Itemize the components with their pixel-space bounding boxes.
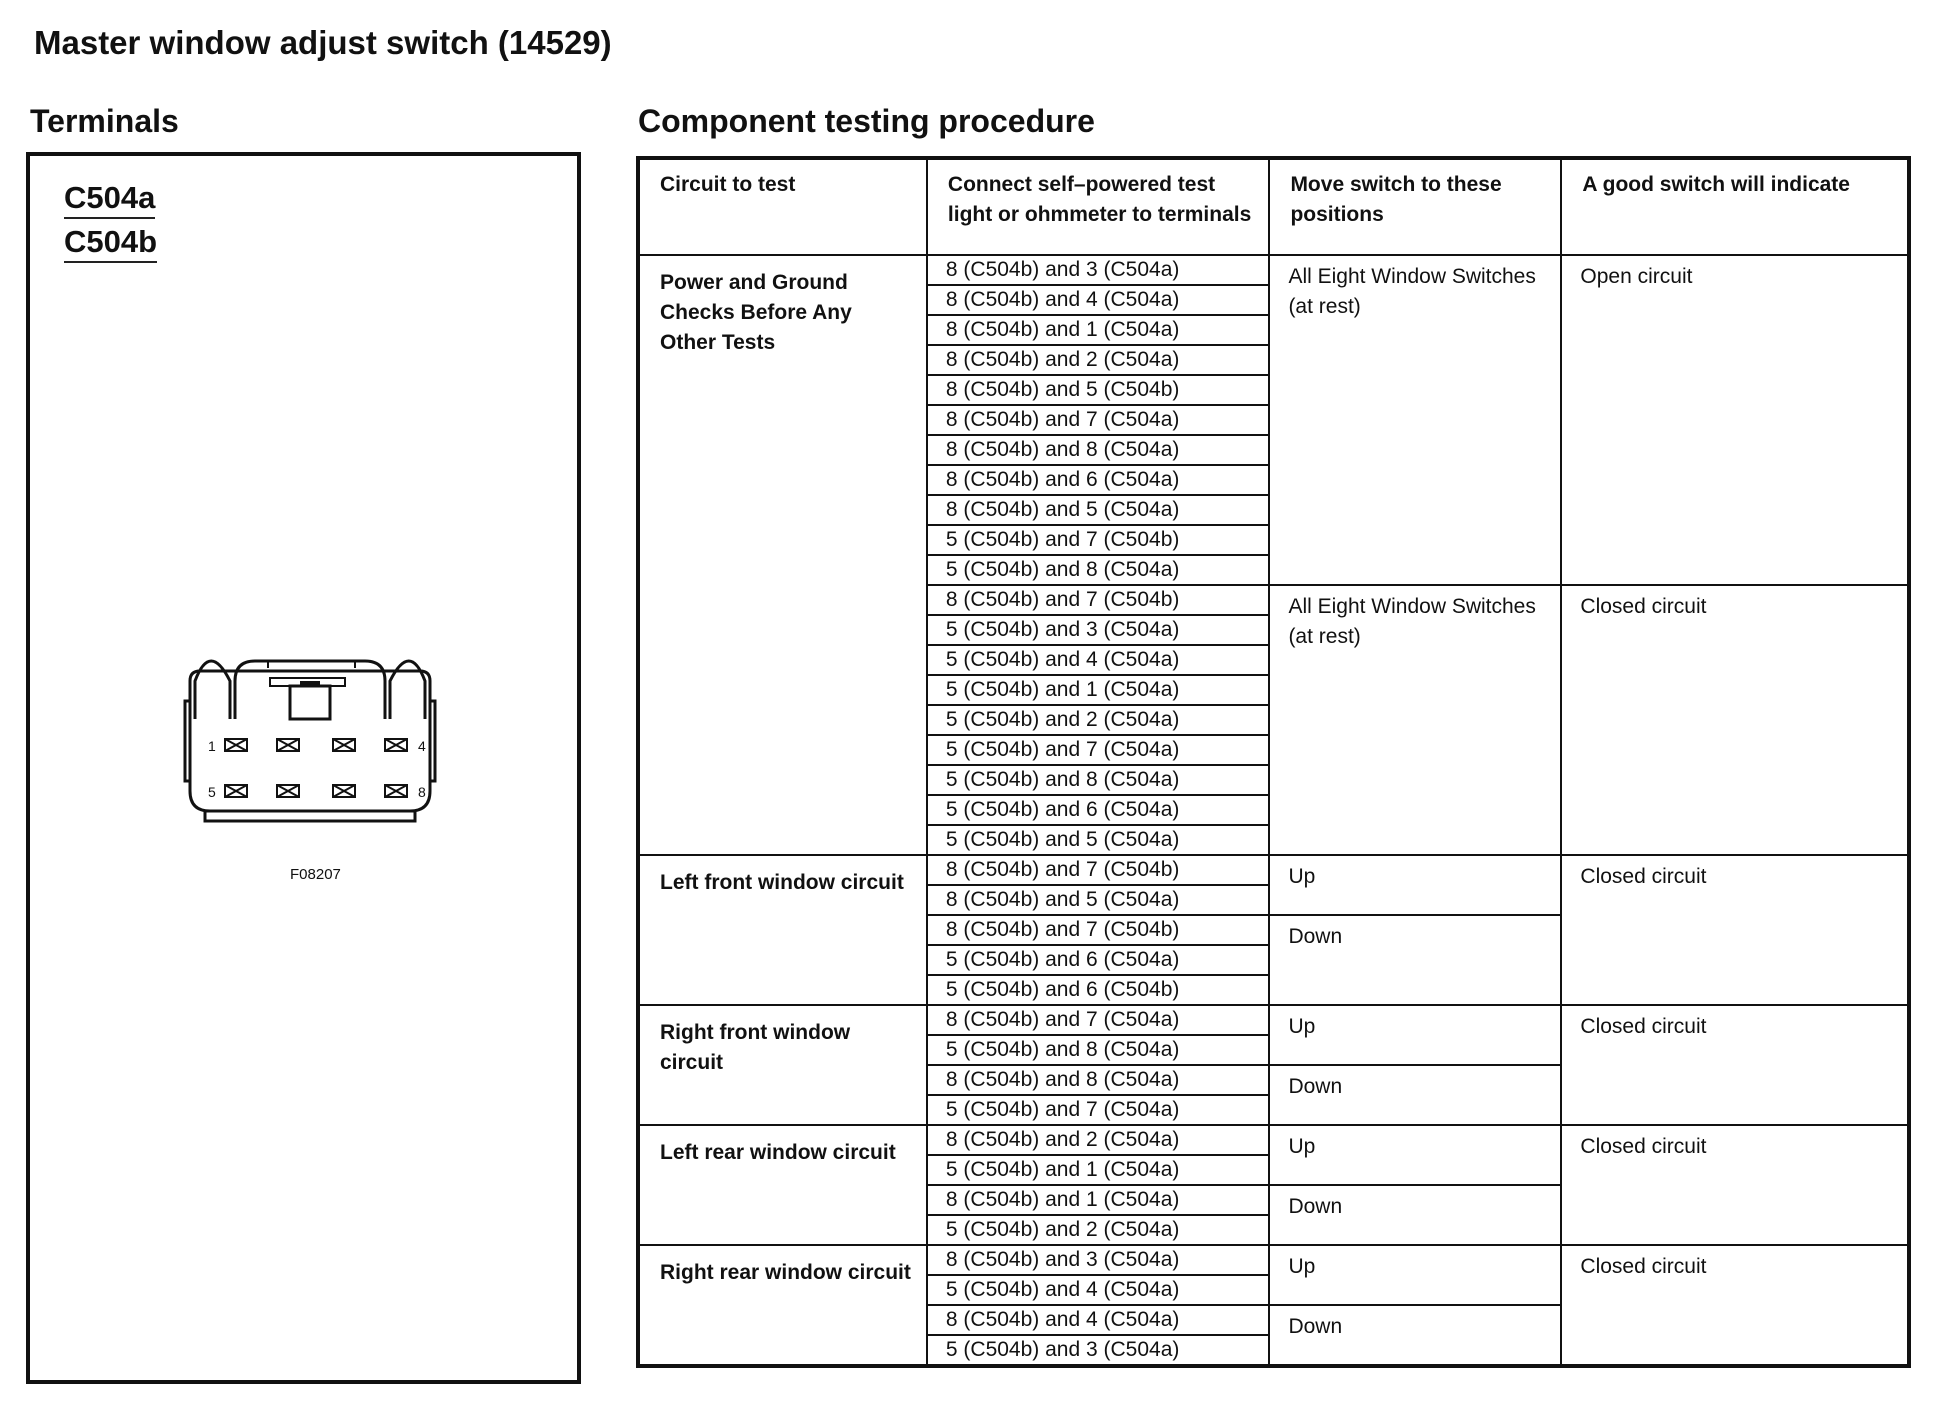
latch-detail <box>300 681 320 686</box>
position-cell: Down <box>1269 1065 1561 1125</box>
terminal-cell: 8 (C504b) and 3 (C504a) <box>927 1245 1270 1275</box>
terminal-cell: 8 (C504b) and 8 (C504a) <box>927 435 1270 465</box>
position-cell: Up <box>1269 1005 1561 1065</box>
position-cell: Up <box>1269 855 1561 915</box>
terminal-cell: 5 (C504b) and 7 (C504a) <box>927 1095 1270 1125</box>
terminal-cell: 8 (C504b) and 7 (C504a) <box>927 1005 1270 1035</box>
terminal-cell: 8 (C504b) and 2 (C504a) <box>927 345 1270 375</box>
terminal-cell: 5 (C504b) and 4 (C504a) <box>927 1275 1270 1305</box>
table-row <box>638 1125 1909 1155</box>
circuit-cell: Right rear window circuit <box>638 1245 927 1366</box>
pin-label-8: 8 <box>418 784 426 800</box>
procedure-heading: Component testing procedure <box>638 103 1095 139</box>
figure-id: F08207 <box>290 866 341 883</box>
position-cell: Down <box>1269 915 1561 1005</box>
terminal-cell: 8 (C504b) and 7 (C504b) <box>927 585 1270 615</box>
terminal-cell: 5 (C504b) and 3 (C504a) <box>927 615 1270 645</box>
connector-diagram <box>150 621 470 841</box>
indicate-cell: Open circuit <box>1561 255 1909 585</box>
terminal-cell: 8 (C504b) and 4 (C504a) <box>927 285 1270 315</box>
terminal-cell: 8 (C504b) and 3 (C504a) <box>927 255 1270 285</box>
header-positions: Move switch to these positions <box>1269 158 1561 255</box>
terminal-cell: 8 (C504b) and 5 (C504b) <box>927 375 1270 405</box>
terminal-cell: 5 (C504b) and 6 (C504a) <box>927 795 1270 825</box>
terminals-panel <box>26 152 581 1384</box>
table-row <box>638 255 1909 285</box>
testing-table <box>636 156 1911 1368</box>
terminal-cell: 5 (C504b) and 2 (C504a) <box>927 705 1270 735</box>
indicate-cell: Closed circuit <box>1561 1005 1909 1125</box>
table-row <box>638 1245 1909 1275</box>
terminal-cell: 8 (C504b) and 2 (C504a) <box>927 1125 1270 1155</box>
table-header-row <box>638 158 1909 255</box>
terminal-cell: 5 (C504b) and 2 (C504a) <box>927 1215 1270 1245</box>
table-row <box>638 1005 1909 1035</box>
indicate-cell: Closed circuit <box>1561 855 1909 1005</box>
terminal-cell: 8 (C504b) and 5 (C504a) <box>927 495 1270 525</box>
circuit-cell: Left front window circuit <box>638 855 927 1005</box>
indicate-cell: Closed circuit <box>1561 585 1909 855</box>
position-cell: All Eight Window Switches (at rest) <box>1269 255 1561 585</box>
terminal-cell: 8 (C504b) and 1 (C504a) <box>927 1185 1270 1215</box>
pin-row-bottom <box>225 785 407 797</box>
circuit-cell: Power and Ground Checks Before Any Other Tests <box>638 255 927 855</box>
terminal-cell: 5 (C504b) and 8 (C504a) <box>927 765 1270 795</box>
latch-tab <box>290 686 330 719</box>
terminal-cell: 8 (C504b) and 1 (C504a) <box>927 315 1270 345</box>
indicate-cell: Closed circuit <box>1561 1245 1909 1366</box>
header-circuit: Circuit to test <box>638 158 927 255</box>
circuit-cell: Right front window circuit <box>638 1005 927 1125</box>
terminals-heading: Terminals <box>30 103 179 139</box>
pin-row-top <box>225 739 407 751</box>
position-cell: Down <box>1269 1185 1561 1245</box>
connector-label-b: C504b <box>64 224 157 263</box>
terminal-cell: 5 (C504b) and 7 (C504b) <box>927 525 1270 555</box>
page-title: Master window adjust switch (14529) <box>34 24 612 61</box>
terminal-cell: 8 (C504b) and 5 (C504a) <box>927 885 1270 915</box>
position-cell: All Eight Window Switches (at rest) <box>1269 585 1561 855</box>
header-indicates: A good switch will indicate <box>1561 158 1909 255</box>
terminal-cell: 5 (C504b) and 7 (C504a) <box>927 735 1270 765</box>
position-cell: Up <box>1269 1125 1561 1185</box>
terminal-cell: 5 (C504b) and 1 (C504a) <box>927 675 1270 705</box>
connector-label-a: C504a <box>64 180 155 219</box>
header-terminals: Connect self–powered test light or ohmmeter to terminals <box>927 158 1270 255</box>
position-cell: Up <box>1269 1245 1561 1305</box>
terminal-cell: 5 (C504b) and 8 (C504a) <box>927 1035 1270 1065</box>
pin-label-1: 1 <box>208 738 216 754</box>
terminal-cell: 8 (C504b) and 8 (C504a) <box>927 1065 1270 1095</box>
terminal-cell: 8 (C504b) and 7 (C504a) <box>927 405 1270 435</box>
terminal-cell: 5 (C504b) and 6 (C504b) <box>927 975 1270 1005</box>
terminal-cell: 5 (C504b) and 4 (C504a) <box>927 645 1270 675</box>
terminal-cell: 5 (C504b) and 5 (C504a) <box>927 825 1270 855</box>
indicate-cell: Closed circuit <box>1561 1125 1909 1245</box>
terminal-cell: 5 (C504b) and 8 (C504a) <box>927 555 1270 585</box>
terminal-cell: 8 (C504b) and 4 (C504a) <box>927 1305 1270 1335</box>
table-row <box>638 855 1909 885</box>
pin-label-4: 4 <box>418 738 426 754</box>
terminal-cell: 5 (C504b) and 3 (C504a) <box>927 1335 1270 1366</box>
position-cell: Down <box>1269 1305 1561 1366</box>
terminal-cell: 5 (C504b) and 1 (C504a) <box>927 1155 1270 1185</box>
terminal-cell: 8 (C504b) and 7 (C504b) <box>927 915 1270 945</box>
pin-label-5: 5 <box>208 784 216 800</box>
circuit-cell: Left rear window circuit <box>638 1125 927 1245</box>
terminal-cell: 8 (C504b) and 7 (C504b) <box>927 855 1270 885</box>
terminal-cell: 5 (C504b) and 6 (C504a) <box>927 945 1270 975</box>
terminal-cell: 8 (C504b) and 6 (C504a) <box>927 465 1270 495</box>
connector-base <box>205 811 415 821</box>
